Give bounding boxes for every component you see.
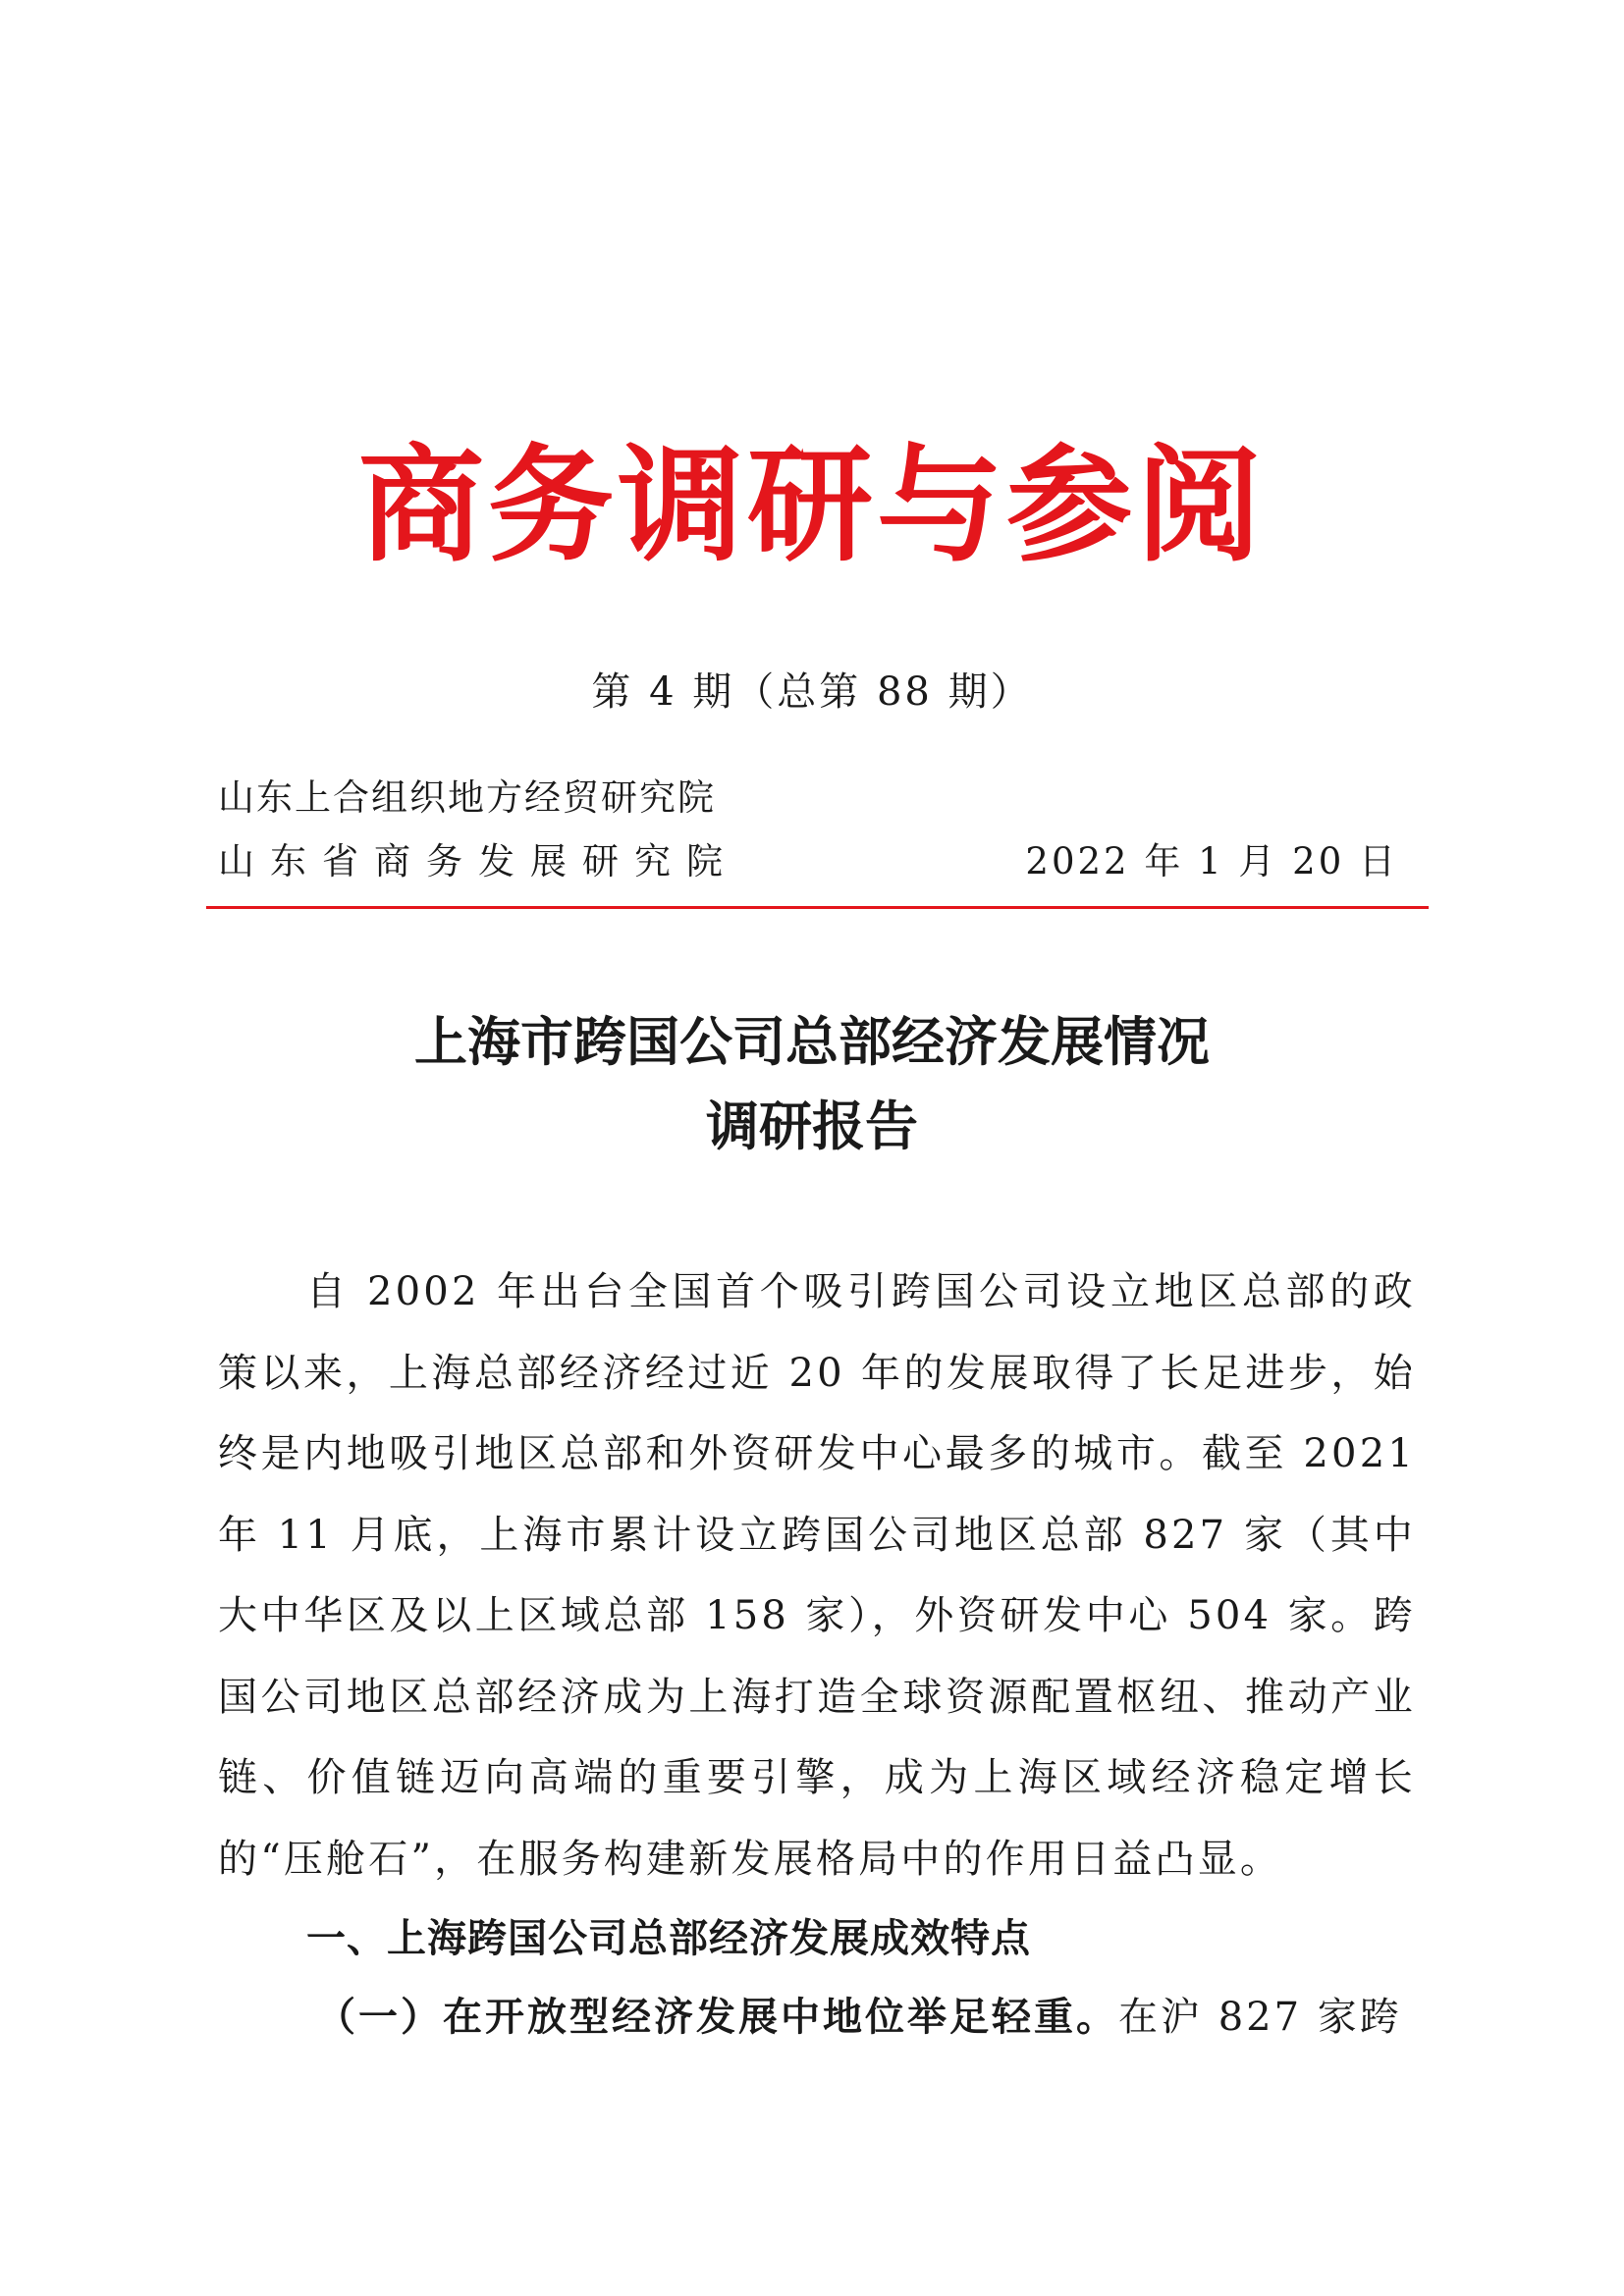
report-title — [0, 999, 1624, 1168]
subsection-1-text: 在沪 827 家跨 — [1118, 1995, 1402, 2040]
masthead-title: 商务调研与参阅 — [357, 432, 1266, 579]
header-divider — [206, 906, 1429, 909]
subsection-1 — [316, 1988, 1426, 2047]
publisher-org-1: 山东上合组织地方经贸研究院 — [218, 776, 716, 819]
report-body — [218, 1252, 1416, 1899]
report-title-line-1: 上海市跨国公司总部经济发展情况 — [414, 1010, 1210, 1073]
report-title-line-2: 调研报告 — [706, 1095, 918, 1157]
publisher-org-2: 山东省商务发展研究院 — [218, 840, 738, 882]
intro-paragraph: 自 2002 年出台全国首个吸引跨国公司设立地区总部的政策以来，上海总部经济经过近 20 年的发展取得了长足进步，始终是内地吸引地区总部和外资研发中心最多的城市。截至 2021 年 11 月底，上海市累计设立跨国公司地区总部 827 家（其中大中华区及以上区域总部 158 家），外资研发中心 504 家。跨国公司地区总部经济成为上海打造全球资源配置枢纽、推动产业链、价值链迈向高端的重要引擎，成为上海区域经济稳定增长的“压舱石”，在服务构建新发展格局中的作用日益凸显。 — [218, 1269, 1416, 1882]
section-1-heading: 一、上海跨国公司总部经济发展成效特点 — [306, 1916, 1031, 1961]
publish-date: 2022 年 1 月 20 日 — [1025, 840, 1398, 882]
subsection-1-lead: （一）在开放型经济发展中地位举足轻重。 — [316, 1994, 1118, 2040]
issue-number: 第 4 期（总第 88 期） — [591, 669, 1033, 715]
